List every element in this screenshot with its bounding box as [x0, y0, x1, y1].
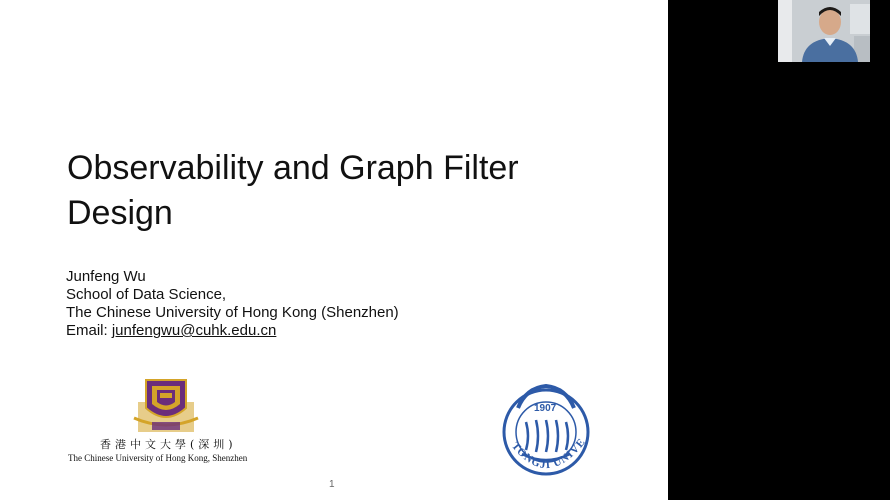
tongji-university-name: TONGJI UNIVE	[509, 435, 589, 472]
tongji-logo	[496, 374, 592, 486]
cuhk-logo	[64, 378, 264, 470]
video-panel	[668, 0, 890, 500]
author-block	[66, 268, 399, 340]
slide-title-line-1: Observability and Graph Filter	[67, 149, 519, 187]
author-name: Junfeng Wu	[66, 268, 146, 285]
page-number: 1	[329, 479, 335, 490]
slide-title-line-2: Design	[67, 194, 173, 232]
cuhk-crest-icon	[64, 378, 264, 434]
email-link[interactable]: junfengwu@cuhk.edu.cn	[111, 322, 277, 339]
author-affiliation-university: The Chinese University of Hong Kong (Shenzhen)	[66, 304, 399, 321]
email-label: Email:	[66, 322, 112, 339]
cuhk-english-name: The Chinese University of Hong Kong, Shenzhen	[68, 453, 248, 463]
tongji-year: 1907	[534, 403, 557, 414]
author-affiliation-school: School of Data Science,	[66, 286, 227, 303]
slide-title	[67, 146, 657, 236]
presenter-video-feed[interactable]	[778, 0, 870, 62]
cuhk-chinese-name: 香港中文大學(深圳)	[100, 438, 237, 451]
author-email-line	[66, 322, 399, 340]
presenter-video-icon	[778, 0, 870, 62]
tongji-seal-icon	[496, 374, 592, 486]
